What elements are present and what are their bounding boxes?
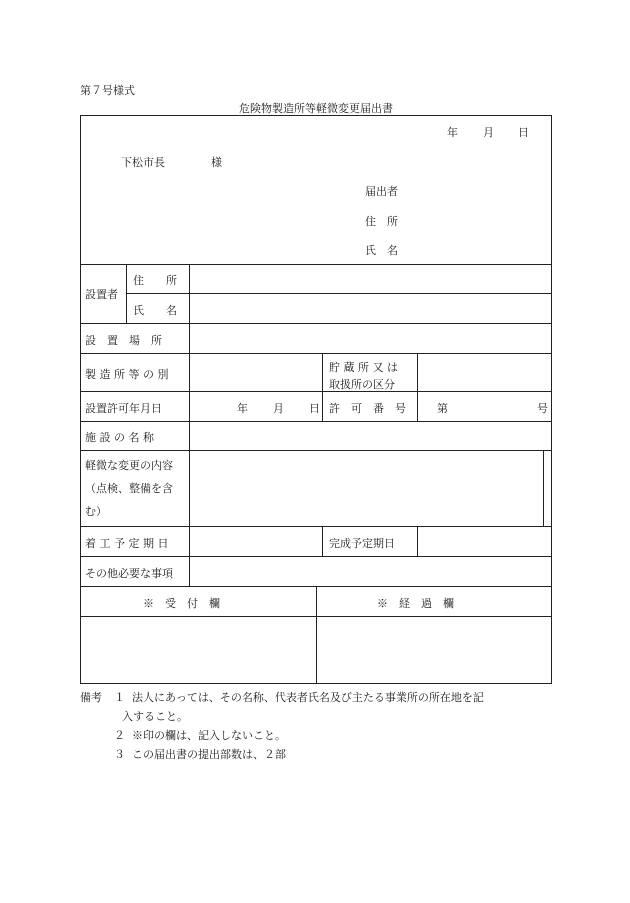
note-1-number: １ — [114, 691, 125, 704]
document-title: 危険物製造所等軽微変更届出書 — [239, 102, 393, 115]
note-3-text: この届出書の提出部数は、２部 — [132, 748, 286, 761]
note-2-number: ２ — [114, 729, 125, 742]
permit-number-label: 許 可 番 号 — [329, 402, 406, 415]
rule — [417, 526, 418, 556]
rule — [189, 264, 190, 586]
permit-day-label: 日 — [309, 402, 320, 415]
note-1-text-line-1: 法人にあっては、その名称、代表者氏名及び主たる事業所の所在地を記 — [132, 691, 484, 704]
permit-date-label: 設置許可年月日 — [85, 402, 162, 415]
notes-label: 備考 — [80, 691, 102, 704]
rule — [81, 323, 551, 324]
notifier-name-label: 氏 名 — [365, 244, 398, 257]
month-label: 月 — [483, 126, 494, 139]
rule — [81, 353, 551, 354]
rule — [322, 353, 323, 421]
note-1-text-line-2: 入すること。 — [122, 710, 188, 723]
completion-date-label: 完成予定期日 — [329, 537, 395, 550]
rule — [81, 421, 551, 422]
storage-distinction-label-2: 取扱所の区分 — [329, 378, 395, 391]
facility-name-label: 施 設 の 名 称 — [85, 431, 154, 444]
permit-month-label: 月 — [273, 402, 284, 415]
change-content-label-3: む） — [85, 505, 107, 518]
note-3-number: ３ — [114, 748, 125, 761]
notes — [80, 688, 552, 764]
installer-label: 設置者 — [85, 288, 118, 301]
rule — [81, 391, 551, 392]
number-prefix: 第 — [437, 402, 448, 415]
number-suffix: 号 — [537, 402, 548, 415]
location-label: 設 置 場 所 — [85, 334, 162, 347]
rule — [81, 526, 551, 527]
notifier-address-label: 住 所 — [365, 215, 398, 228]
other-matters-label: その他必要な事項 — [85, 567, 173, 580]
year-label: 年 — [447, 126, 458, 139]
start-date-label: 着 工 予 定 期 日 — [85, 537, 169, 550]
facility-type-label: 製 造 所 等 の 別 — [85, 368, 169, 381]
note-2-text: ※印の欄は、記入しないこと。 — [132, 729, 286, 742]
rule — [81, 556, 551, 557]
rule — [322, 526, 323, 556]
form-table — [80, 115, 552, 684]
notifier-label: 届出者 — [365, 185, 398, 198]
storage-distinction-label-1: 貯 蔵 所 又 は — [329, 361, 398, 374]
rule — [81, 450, 551, 451]
rule — [81, 264, 551, 265]
form-number: 第７号様式 — [80, 84, 135, 97]
rule — [417, 353, 418, 421]
receipt-column-label: ※ 受 付 欄 — [143, 597, 220, 610]
change-content-label-2: （点検、整備を含 — [85, 482, 173, 495]
change-content-label-1: 軽微な変更の内容 — [85, 459, 173, 472]
rule — [316, 586, 317, 684]
rule — [543, 450, 544, 526]
day-label: 日 — [518, 126, 529, 139]
rule — [126, 264, 127, 323]
installer-address-label: 住 所 — [133, 274, 177, 287]
installer-name-label: 氏 名 — [133, 304, 177, 317]
addressee: 下松市長 — [121, 156, 165, 169]
progress-column-label: ※ 経 過 欄 — [377, 597, 454, 610]
permit-year-label: 年 — [237, 402, 248, 415]
honorific: 様 — [211, 156, 222, 169]
